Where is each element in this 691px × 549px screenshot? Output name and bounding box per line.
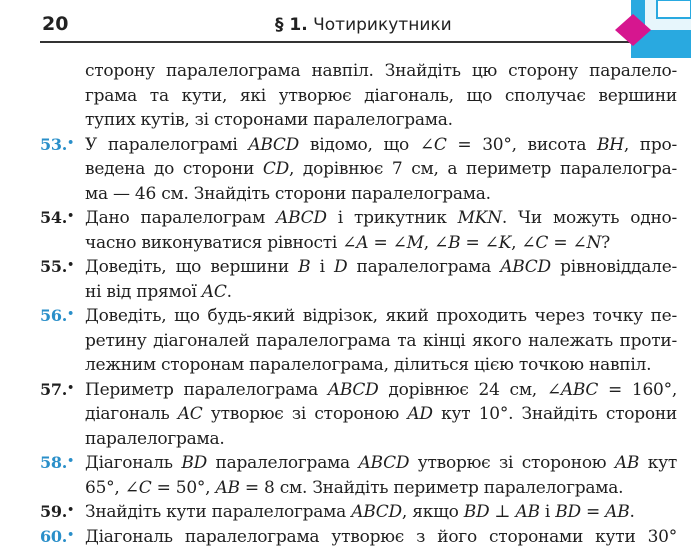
exercise-number	[40, 304, 85, 329]
page-header	[0, 0, 691, 40]
text-line	[40, 476, 677, 501]
line-text: ведена до сторони CD, дорівнює 7 см, а периметр паралелогра-	[85, 159, 677, 179]
corner-decoration-icon	[611, 0, 691, 58]
exercise-number	[40, 451, 85, 476]
section-number: § 1.	[275, 15, 308, 35]
text-line	[40, 182, 677, 207]
line-text: Знайдіть кути паралелограма ABCD, якщо BD ⊥ AB і BD = AB.	[85, 502, 635, 522]
exercise-number	[40, 255, 85, 280]
exercise-line	[40, 255, 677, 280]
page-number: 20	[42, 13, 68, 35]
exercise-number	[40, 500, 85, 525]
difficulty-mark: •	[67, 528, 74, 541]
line-text: грама та кути, які утворює діагональ, що сполучає вершини	[85, 86, 677, 106]
text-line	[40, 108, 677, 133]
difficulty-mark: •	[67, 258, 74, 271]
exercise-line	[40, 525, 677, 549]
exercise-number	[40, 133, 85, 158]
text-line	[40, 353, 677, 378]
line-text: часно виконуватися рівності ∠A = ∠M, ∠B = ∠K, ∠C = ∠N?	[85, 233, 610, 253]
exercise-text	[40, 59, 677, 549]
text-line	[40, 329, 677, 354]
line-text: Діагональ BD паралелограма ABCD утворює зі стороною AB кут	[85, 453, 677, 473]
exercise-number	[40, 378, 85, 403]
text-line	[40, 157, 677, 182]
difficulty-mark: •	[67, 209, 74, 222]
line-text: Периметр паралелограма ABCD дорівнює 24 см, ∠ABC = 160°,	[85, 380, 677, 400]
exercise-number-text: 54.	[40, 208, 67, 227]
difficulty-mark: •	[67, 503, 74, 516]
line-text: Доведіть, що будь-який відрізок, який проходить через точку пе-	[85, 306, 677, 326]
exercise-number-text: 55.	[40, 257, 67, 276]
text-line	[40, 427, 677, 452]
text-line	[40, 280, 677, 305]
exercise-number-text: 56.	[40, 306, 67, 325]
line-text: 65°, ∠C = 50°, AB = 8 см. Знайдіть периметр паралелограма.	[85, 478, 623, 498]
exercise-number	[40, 525, 85, 549]
difficulty-mark: •	[67, 381, 74, 394]
text-line	[40, 402, 677, 427]
line-text: діагональ AC утворює зі стороною AD кут 10°. Знайдіть сторони	[85, 404, 677, 424]
header-divider	[40, 41, 691, 43]
exercise-number-text: 58.	[40, 453, 67, 472]
exercise-line	[40, 378, 677, 403]
text-line	[40, 231, 677, 256]
exercise-line	[40, 451, 677, 476]
line-text: Діагональ паралелограма утворює з його сторонами кути 30°	[85, 527, 677, 547]
text-line	[40, 84, 677, 109]
line-text: ні від прямої AC.	[85, 282, 232, 302]
line-text: сторону паралелограма навпіл. Знайдіть цю сторону паралело-	[85, 61, 677, 81]
line-text: У паралелограмі ABCD відомо, що ∠C = 30°, висота BH, про-	[85, 135, 677, 155]
exercise-line	[40, 304, 677, 329]
section-heading	[275, 15, 452, 35]
exercise-line	[40, 206, 677, 231]
difficulty-mark: •	[67, 454, 74, 467]
exercise-number-text: 57.	[40, 380, 67, 399]
line-text: тупих кутів, зі сторонами паралелограма.	[85, 110, 453, 130]
exercise-line	[40, 500, 677, 525]
exercise-number-text: 53.	[40, 135, 67, 154]
line-text: лежним сторонам паралелограма, ділиться цією точкою навпіл.	[85, 355, 651, 375]
line-text: ретину діагоналей паралелограма та кінці якого належать проти-	[85, 331, 677, 351]
section-title: Чотирикутники	[313, 15, 452, 35]
line-text: Доведіть, що вершини B і D паралелограма ABCD рівновіддалe-	[85, 257, 677, 277]
line-text: Дано паралелограм ABCD і трикутник MKN. Чи можуть одно-	[85, 208, 677, 228]
exercise-line	[40, 133, 677, 158]
exercise-number	[40, 206, 85, 231]
line-text: паралелограма.	[85, 429, 225, 449]
exercise-number-text: 60.	[40, 527, 67, 546]
line-text: ма — 46 см. Знайдіть сторони паралелограма.	[85, 184, 491, 204]
difficulty-mark: •	[67, 307, 74, 320]
exercise-number-text: 59.	[40, 502, 67, 521]
text-line	[40, 59, 677, 84]
difficulty-mark: •	[67, 136, 74, 149]
